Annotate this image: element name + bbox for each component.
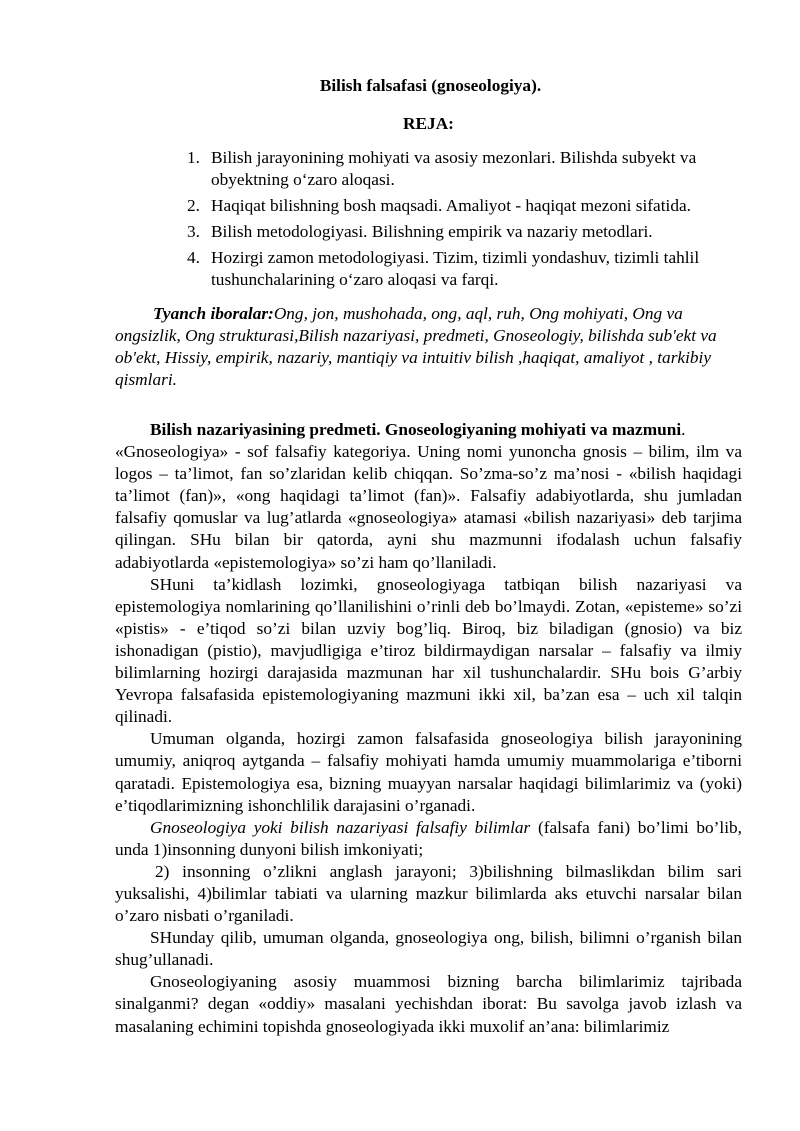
paragraph-subject [115,419,742,574]
plan-heading: REJA: [403,114,454,133]
paragraph-text: «Gnoseologiya» - sof falsafiy kategoriya. Uning nomi yunoncha gnosis – bilim, ilm va logos – ta’limot, fan so’zlaridan kelib chiqqan. So’zma-so’z ma’nosi - «bilish haqidagi ta’limot (fan)», «ong haqidagi ta’limot (fan)». Falsafiy adabiyotlarda, shu jumladan falsafiy qomuslar va lug’atlarda «gnoseologiya» atamasi «bilish nazariyasi» deb tarjima qilingan. SHu bilan bir qatorda, ayni shu mazmunni ifodalash uchun falsafiy adabiyotlarda «epistemologiya» so’zi ham qo’llaniladi. [115,442,742,572]
keywords-text: Ong, jon, mushohada, ong, aql, ruh, Ong mohiyati, Ong va ongsizlik, Ong strukturasi,Bilish nazariyasi, predmeti, Gnoseologiy, bilishda sub'ekt va ob'ekt, Hissiy, empirik, nazariy, mantiqiy va intuitiv bilish ,haqiqat, amaliyot , tarkibiy qismlari. [115,304,717,389]
plan-item-number: 4. [187,248,200,267]
plan-item-number: 3. [187,222,200,241]
plan-item [115,247,742,291]
document-title: Bilish falsafasi (gnoseologiya). [319,76,542,95]
keywords-paragraph [115,303,742,391]
plan-list [115,147,742,291]
plan-item [115,221,742,243]
paragraph-definition [115,817,742,861]
section-heading-period: . [681,420,686,439]
plan-item-text: Haqiqat bilishning bosh maqsadi. Amaliyot - haqiqat mezoni sifatida. [211,196,691,215]
italic-term: Gnoseologiya yoki bilish nazariyasi falsafiy bilimlar [150,817,531,837]
plan-item [115,195,742,217]
plan-item-number: 1. [187,148,200,167]
keywords-label: Tyanch iboralar: [153,304,274,323]
paragraph-text: SHunday qilib, umuman olganda, gnoseologiya ong, bilish, bilimni o’rganish bilan shug’ullanadi. [115,928,742,970]
plan-item-text: Bilish metodologiyasi. Bilishning empirik va nazariy metodlari. [211,222,653,241]
paragraph-text: 2) insonning o’zlikni anglash jarayoni; 3)bilishning bilmaslikdan bilim sari yuksalishi, 4)bilimlar tabiati va ularning mazkur bilimlarda aks etuvchi narsalar bilan o’zaro nisbati o’rganiladi. [115,861,742,926]
plan-item [115,147,742,191]
paragraph-text: Umuman olganda, hozirgi zamon falsafasida gnoseologiya bilish jarayonining umumiy, aniqroq aytganda – falsafiy mohiyati hamda umumiy muammolariga e’tiborni qaratadi. Epistemologiya esa, bizning muayyan narsalar haqidagi bilimlarimiz va (yoki) e’tiqodlarimizning ishonchlilik darajasini o’rganadi. [115,729,742,815]
paragraph-text: Gnoseologiyaning asosiy muammosi bizning barcha bilimlarimiz tajribada sinalganmi? degan «oddiy» masalani yechishdan iborat: Bu savolga javob izlash va masalaning echimini topishda gnoseologiyada ikki muxolif an’ana: bilimlarimiz [115,972,742,1036]
plan-item-text: Hozirgi zamon metodologiyasi. Tizim, tizimli yondashuv, tizimli tahlil tushunchalarining o‘zaro aloqasi va farqi. [211,248,700,289]
plan-item-text: Bilish jarayonining mohiyati va asosiy mezonlari. Bilishda subyekt va obyektning o‘zaro aloqasi. [211,148,697,189]
section-heading: Bilish nazariyasining predmeti. Gnoseologiyaning mohiyati va mazmuni [150,420,682,439]
paragraph-text: (falsafa fani) bo’limi bo’lib, unda 1)insonning dunyoni bilish imkoniyati; [115,817,742,859]
plan-item-number: 2. [187,196,200,215]
paragraph-text: SHuni ta’kidlash lozimki, gnoseologiyaga tatbiqan bilish nazariyasi va epistemologiya nomlarining qo’llanilishini o’rinli deb bo’lmaydi. Zotan, «episteme» so’zi «pistis» - e’tiqod so’zi bilan uzviy bog’liq. Biroq, biz biladigan (gnosio) va biz ishonadigan (pistio), mavjudligiga e’tiroz bildirmaydigan narsalar – falsafiy va ilmiy bilimlarning hozirgi darajasida mazmunan har xil tushunchalardir. SHu bois G’arbiy Yevropa falsafasida epistemologiyaning mazmuni ikki xil, ba’zan esa – uch xil talqin qilinadi. [115,574,742,727]
document-page [115,75,742,1038]
